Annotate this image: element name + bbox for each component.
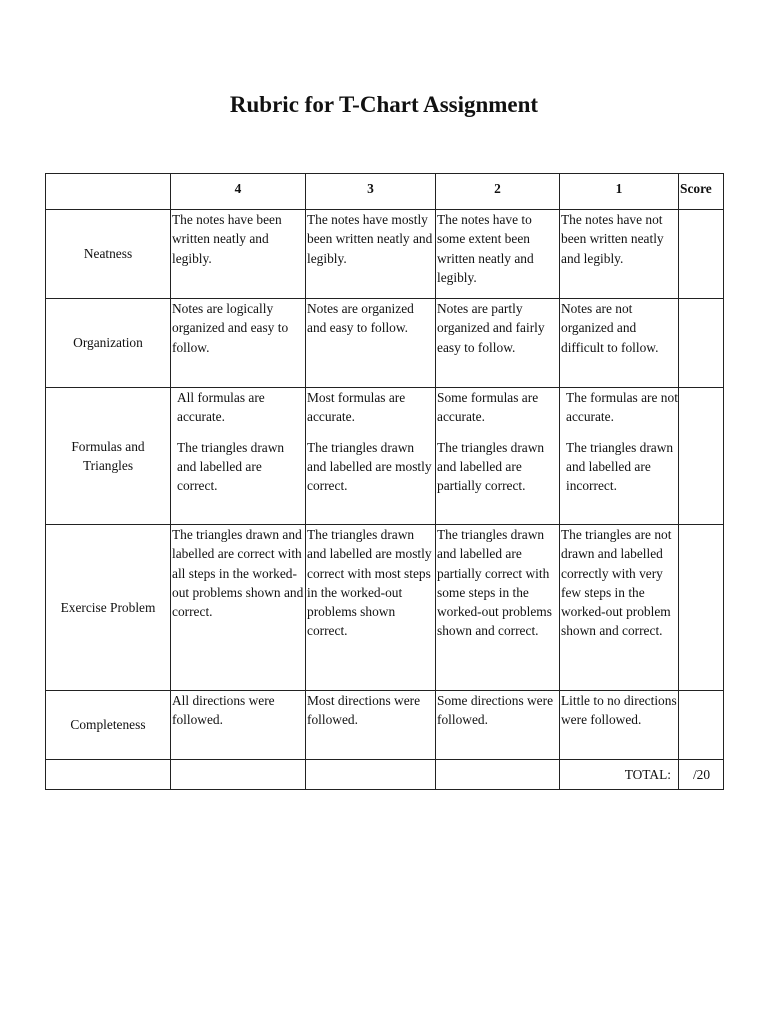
row-completeness (46, 691, 724, 760)
cell-formulas-4-formulas: All formulas are accurate. (177, 390, 265, 425)
cell-formulas-1-formulas: The formulas are not accurate. (566, 390, 678, 425)
score-exercise (679, 525, 724, 691)
header-score: Score (679, 174, 724, 210)
criterion-neatness: Neatness (46, 210, 171, 299)
total-blank-4 (436, 760, 560, 790)
cell-completeness-2: Some directions were followed. (436, 691, 560, 760)
cell-exercise-4: The triangles drawn and labelled are correct with all steps in the worked-out problems shown and correct. (171, 525, 306, 691)
total-label: TOTAL: (560, 760, 679, 790)
cell-formulas-3-formulas: Most formulas are accurate. (307, 390, 406, 425)
score-neatness (679, 210, 724, 299)
header-blank (46, 174, 171, 210)
total-blank-3 (306, 760, 436, 790)
criterion-organization: Organization (46, 299, 171, 388)
cell-exercise-3: The triangles drawn and labelled are mostly correct with most steps in the worked-out problems shown correct. (306, 525, 436, 691)
total-blank-1 (46, 760, 171, 790)
cell-organization-1: Notes are not organized and difficult to follow. (560, 299, 679, 388)
header-2: 2 (436, 174, 560, 210)
cell-formulas-1-triangles: The triangles drawn and labelled are incorrect. (566, 439, 674, 494)
page-title: Rubric for T-Chart Assignment (229, 92, 539, 117)
cell-organization-3: Notes are organized and easy to follow. (306, 299, 436, 388)
header-1: 1 (560, 174, 679, 210)
score-formulas (679, 388, 724, 525)
cell-exercise-1: The triangles are not drawn and labelled correctly with very few steps in the worked-out problem shown and correct. (560, 525, 679, 691)
header-row (46, 174, 724, 210)
header-3: 3 (306, 174, 436, 210)
cell-formulas-1 (560, 388, 679, 525)
row-total (46, 760, 724, 790)
cell-neatness-1: The notes have not been written neatly and legibly. (560, 210, 679, 299)
cell-organization-2: Notes are partly organized and fairly easy to follow. (436, 299, 560, 388)
header-4: 4 (171, 174, 306, 210)
cell-neatness-4: The notes have been written neatly and legibly. (171, 210, 306, 299)
cell-completeness-4: All directions were followed. (171, 691, 306, 760)
criterion-formulas: Formulas and Triangles (46, 388, 171, 525)
cell-formulas-3-triangles: The triangles drawn and labelled are mostly correct. (307, 439, 432, 494)
cell-formulas-2-triangles: The triangles drawn and labelled are partially correct. (437, 439, 545, 494)
row-formulas (46, 388, 724, 525)
cell-formulas-3 (306, 388, 436, 525)
cell-exercise-2: The triangles drawn and labelled are partially correct with some steps in the worked-out problems shown and correct. (436, 525, 560, 691)
cell-organization-4: Notes are logically organized and easy to follow. (171, 299, 306, 388)
cell-neatness-2: The notes have to some extent been written neatly and legibly. (436, 210, 560, 299)
cell-formulas-2 (436, 388, 560, 525)
cell-completeness-1: Little to no directions were followed. (560, 691, 679, 760)
row-organization (46, 299, 724, 388)
total-value: /20 (679, 760, 724, 790)
total-blank-2 (171, 760, 306, 790)
score-completeness (679, 691, 724, 760)
rubric-table (45, 173, 724, 790)
cell-formulas-2-formulas: Some formulas are accurate. (437, 390, 539, 425)
row-neatness (46, 210, 724, 299)
cell-formulas-4-triangles: The triangles drawn and labelled are correct. (177, 439, 285, 494)
cell-formulas-4 (171, 388, 306, 525)
score-organization (679, 299, 724, 388)
criterion-completeness: Completeness (46, 691, 171, 760)
cell-neatness-3: The notes have mostly been written neatly and legibly. (306, 210, 436, 299)
row-exercise (46, 525, 724, 691)
cell-completeness-3: Most directions were followed. (306, 691, 436, 760)
criterion-exercise: Exercise Problem (46, 525, 171, 691)
